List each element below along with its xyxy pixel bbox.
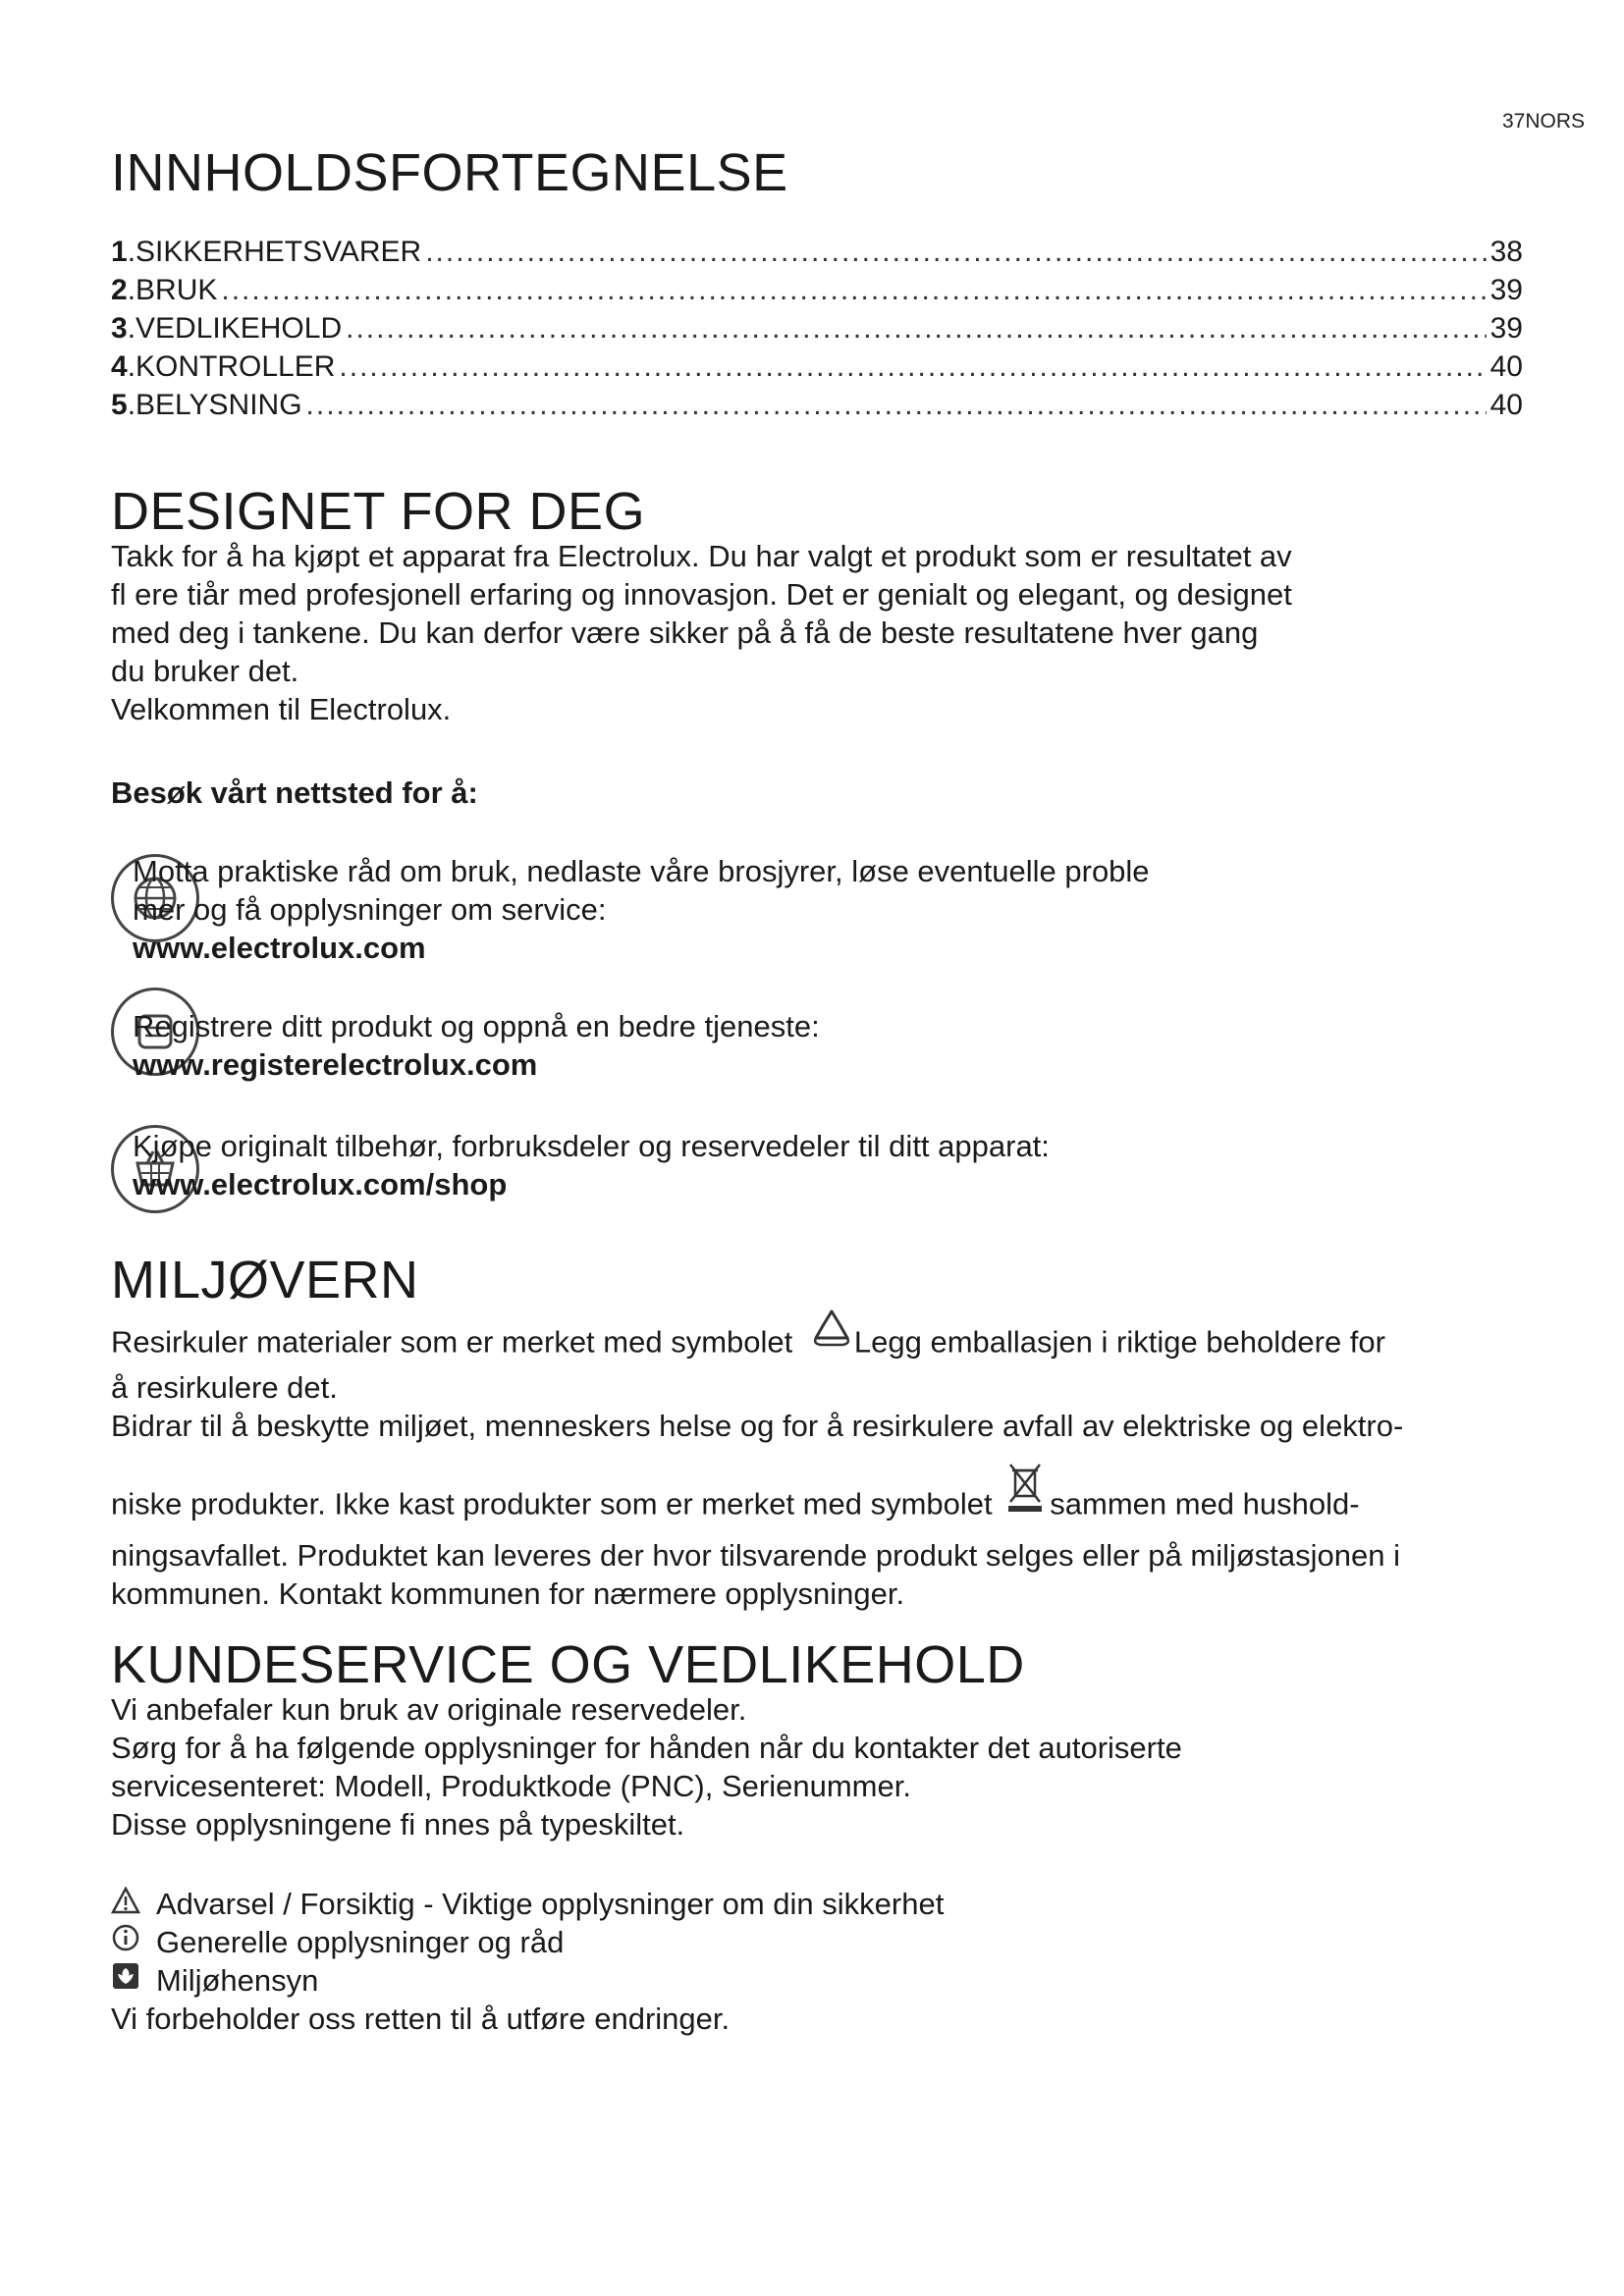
toc-title: INNHOLDSFORTEGNELSE [111,143,788,202]
warning-triangle-icon [111,1885,140,1923]
toc-entry[interactable] [111,274,1523,312]
crossed-bin-icon [1006,1463,1044,1522]
visit-heading: Besøk vårt nettsted for å: [111,775,478,810]
recycle-icon [811,1308,852,1357]
link-description: Kjøpe originalt tilbehør, forbruksdeler og reservedeler til ditt apparat: [133,1129,1050,1163]
designed-line: Velkommen til Electrolux. [111,692,452,726]
link-url-register[interactable]: www.registerelectrolux.com [133,1047,538,1082]
service-line: Sørg for å ha følgende opplysninger for hånden når du kontakter det autoriserte [111,1731,1182,1765]
toc-entry-number: 5 [111,389,128,421]
env-text: å resirkulere det. [111,1370,338,1405]
toc-entry-number: 3 [111,312,128,345]
section-title-environment: MILJØVERN [111,1251,419,1309]
service-line: Vi anbefaler kun bruk av originale reservedeler. [111,1692,747,1727]
toc-entry[interactable] [111,350,1523,389]
toc-entry-page: 40 [1489,389,1523,421]
toc-entry-sep: . [127,274,136,306]
page-number: 37NORS [1501,110,1585,133]
environment-icon [111,1961,140,2000]
designed-line: fl ere tiår med profesjonell erfaring og innovasjon. Det er genialt og elegant, og designet [111,577,1292,612]
toc-entry-page: 38 [1489,236,1523,268]
env-text: ningsavfallet. Produktet kan leveres der hvor tilsvarende produkt selges eller på miljøstasjonen i [111,1538,1401,1573]
toc-leader [306,389,1487,422]
environment-text [111,1320,1525,1613]
link-url-electrolux[interactable]: www.electrolux.com [133,931,426,965]
toc-entry-number: 2 [111,274,128,306]
symbol-legend [111,1885,944,2038]
link-block-shop [133,1127,1050,1203]
designed-line: du bruker det. [111,654,299,688]
service-line: Disse opplysningene fi nnes på typeskiltet. [111,1807,685,1842]
env-text: Resirkuler materialer som er merket med symbolet [111,1324,793,1360]
section-title-service: KUNDESERVICE OG VEDLIKEHOLD [111,1635,1025,1694]
designed-intro [111,537,1407,728]
legend-item [111,1885,944,1923]
toc-entry-page: 39 [1489,312,1523,345]
toc-leader [346,312,1487,346]
toc-leader [221,274,1486,307]
toc-entry-sep: . [127,389,136,421]
toc-entry[interactable] [111,389,1523,427]
toc-entry-label: BELYSNING [135,389,302,421]
legend-text: Miljøhensyn [156,1963,319,1998]
toc-entry-page: 39 [1489,274,1523,306]
env-text: Legg emballasjen i riktige beholdere for [853,1324,1385,1360]
toc-leader [339,350,1486,384]
toc-entry[interactable] [111,236,1523,274]
link-description: Registrere ditt produkt og oppnå en bedre tjeneste: [133,1009,820,1043]
toc-entry-number: 4 [111,350,128,383]
link-block-register [133,1007,820,1084]
link-block-info [133,852,1150,967]
toc-entry-label: VEDLIKEHOLD [135,312,343,345]
toc-entry-sep: . [127,350,136,383]
legend-text: Generelle opplysninger og råd [156,1925,565,1959]
toc-leader [425,236,1486,269]
toc-entry-page: 40 [1489,350,1523,383]
designed-line: med deg i tankene. Du kan derfor være sikker på å få de beste resultatene hver gang [111,615,1259,650]
toc-entry[interactable] [111,312,1523,350]
legend-item [111,1961,944,2000]
link-description: Motta praktiske råd om bruk, nedlaste våre brosjyrer, løse eventuelle proble [133,854,1150,888]
env-text: kommunen. Kontakt kommunen for nærmere opplysninger. [111,1576,905,1611]
env-text: sammen med hushold- [1050,1486,1360,1522]
toc-entry-sep: . [127,236,136,268]
section-title-designed: DESIGNET FOR DEG [111,482,646,541]
info-icon [111,1923,140,1961]
toc-entry-sep: . [127,312,136,345]
toc-entry-label: BRUK [135,274,218,306]
designed-line: Takk for å ha kjøpt et apparat fra Electrolux. Du har valgt et produkt som er resultatet av [111,539,1292,573]
link-description: mer og få opplysninger om service: [133,892,607,927]
legend-text: Advarsel / Forsiktig - Viktige opplysninger om din sikkerhet [156,1887,945,1921]
toc-entry-number: 1 [111,236,128,268]
toc-entry-label: SIKKERHETSVARER [135,236,422,268]
footer-note: Vi forbeholder oss retten til å utføre endringer. [111,2002,731,2036]
link-url-shop[interactable]: www.electrolux.com/shop [133,1167,508,1201]
env-text: Bidrar til å beskytte miljøet, menneskers helse og for å resirkulere avfall av elektriske og elektro- [111,1409,1404,1443]
table-of-contents [111,236,1523,427]
legend-item [111,1923,944,1961]
env-text: niske produkter. Ikke kast produkter som er merket med symbolet [111,1486,993,1522]
service-line: servicesenteret: Modell, Produktkode (PNC), Serienummer. [111,1769,911,1803]
toc-entry-label: KONTROLLER [135,350,336,383]
service-text [111,1690,1407,1843]
